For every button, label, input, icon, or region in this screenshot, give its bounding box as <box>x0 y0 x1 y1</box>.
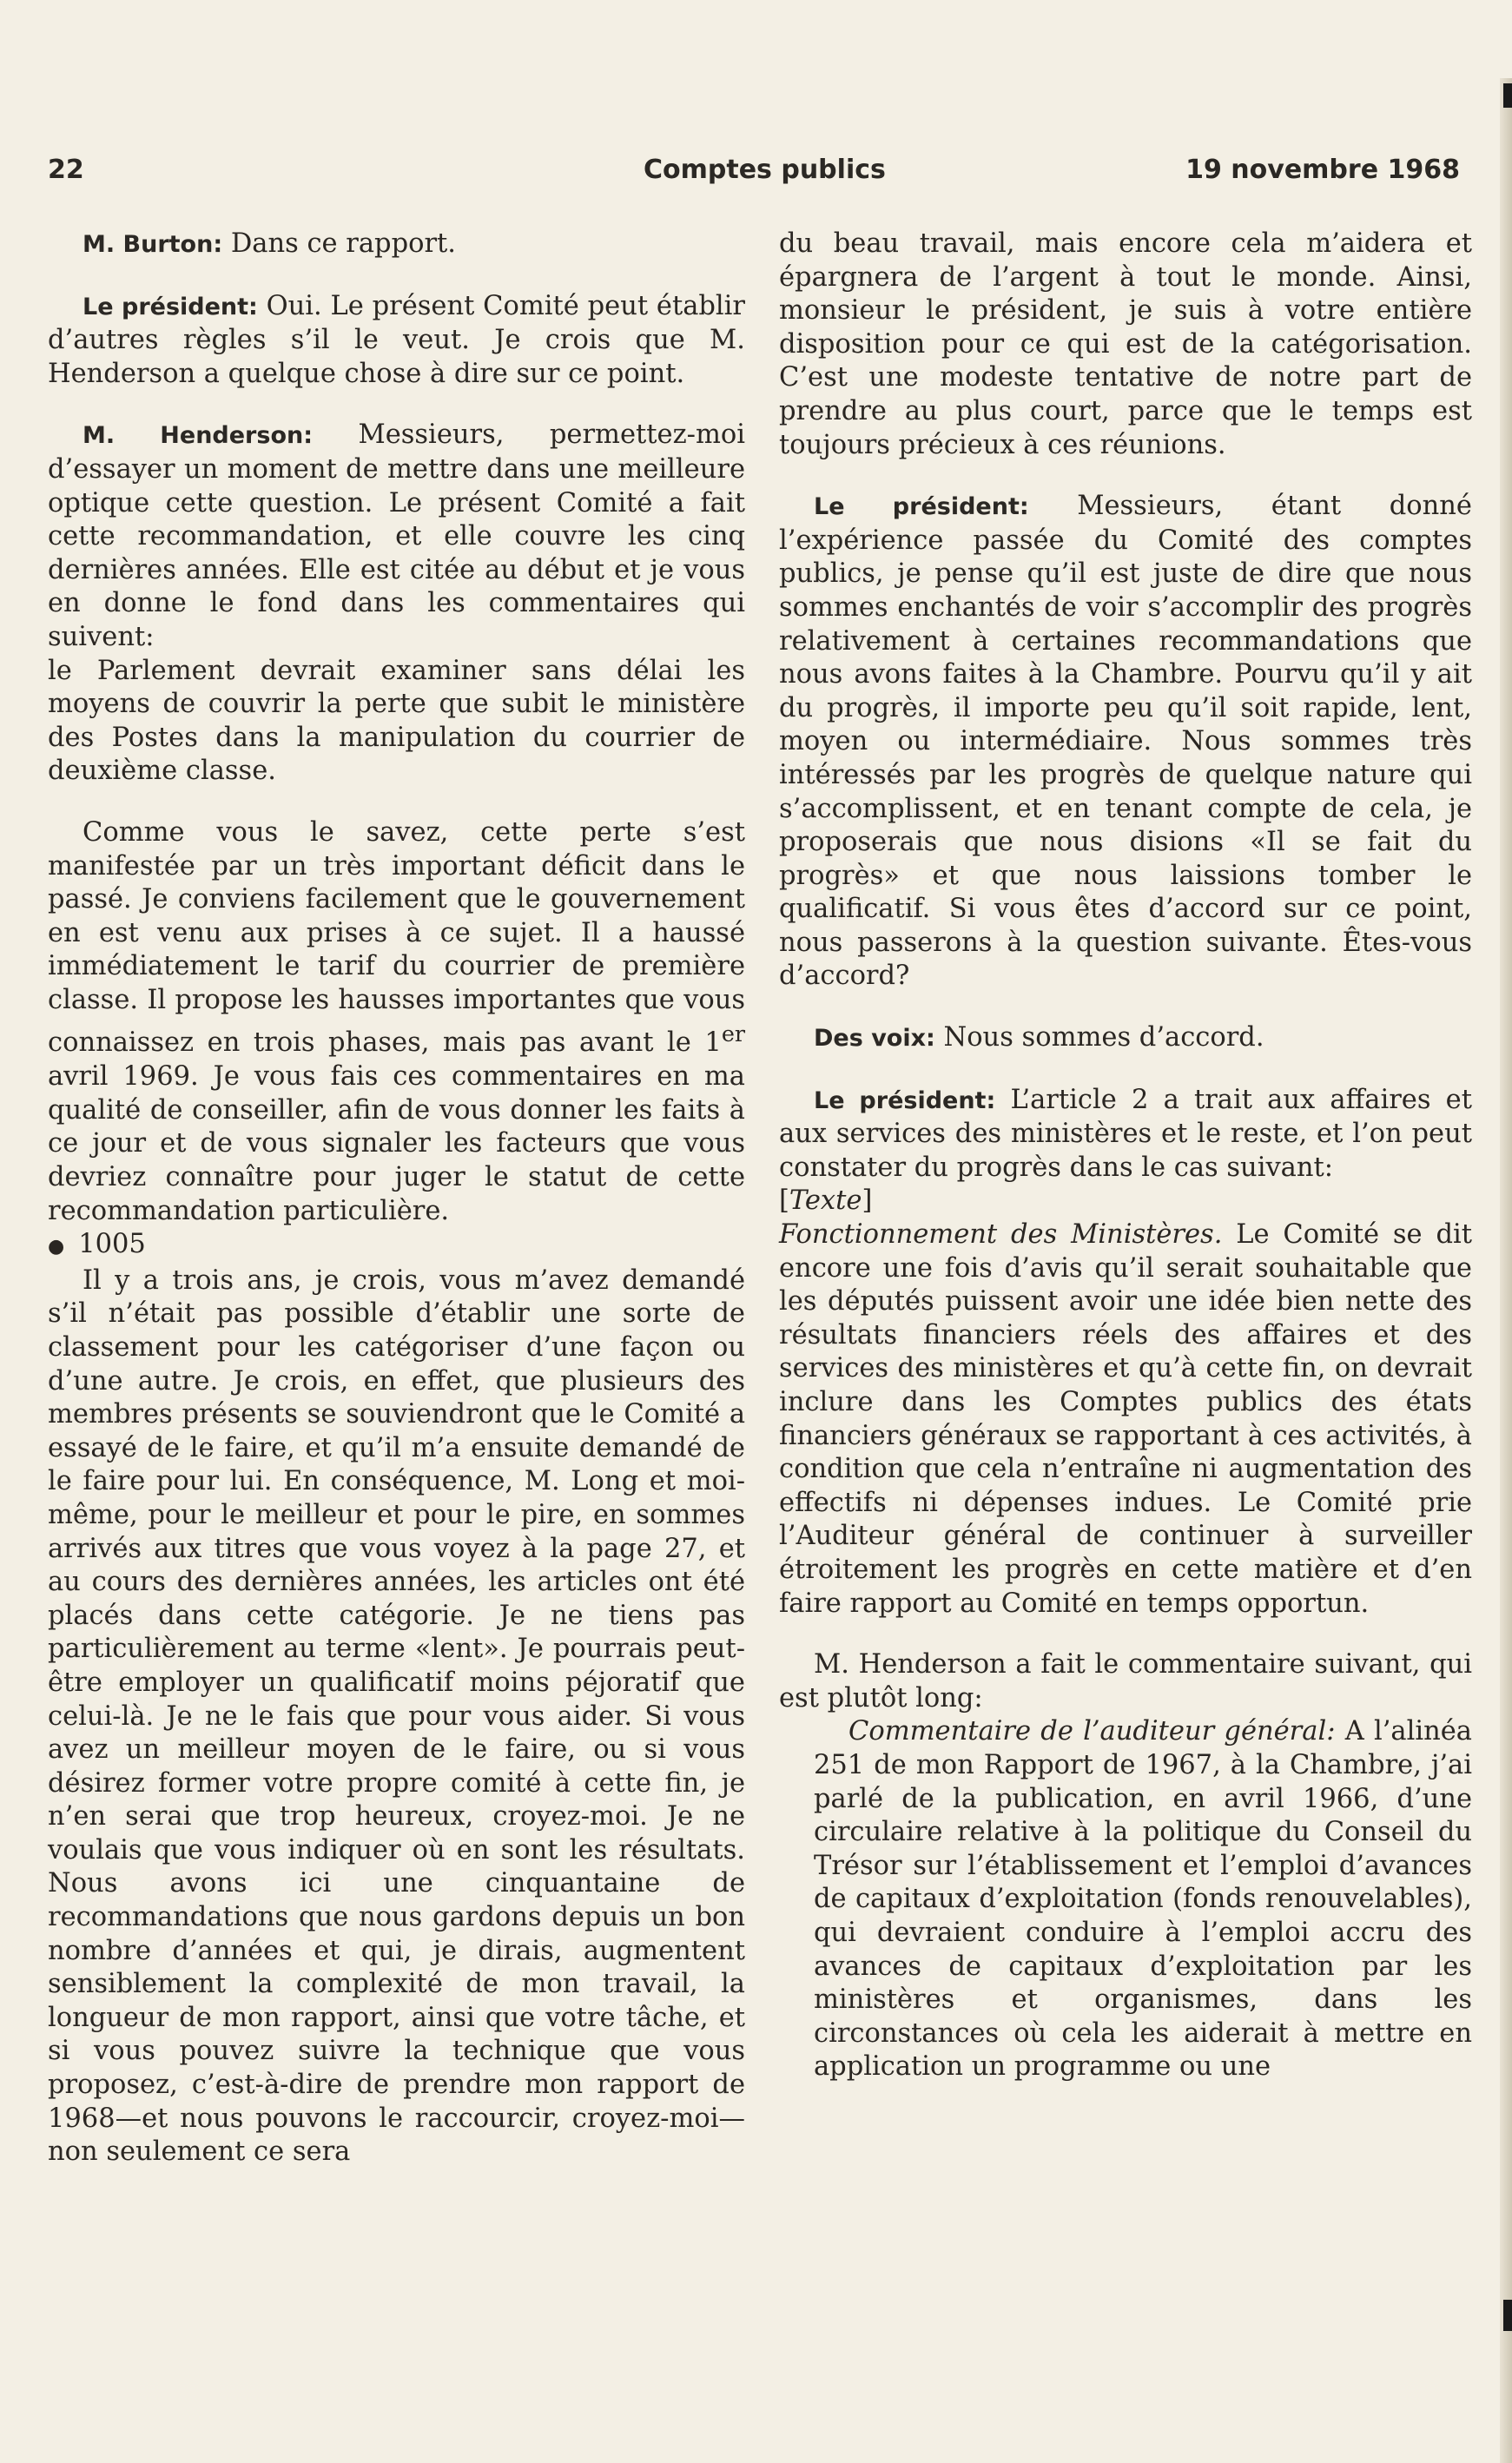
bullet-icon: ● <box>48 1236 65 1258</box>
block-quote <box>779 1218 1472 1621</box>
speaker-name: M. Burton: <box>83 231 223 258</box>
speech-text: L’article 2 a trait aux affaires et aux services des ministères et le reste, et l’on peut constater du progrès dans le cas suivant: <box>779 1084 1472 1183</box>
quote-title: Fonctionnement des Ministères. <box>779 1219 1223 1251</box>
page-tab-marker <box>1503 2300 1512 2331</box>
page-number: 22 <box>48 155 84 185</box>
right-column <box>779 228 1472 2084</box>
speech-text: avril 1969. Je vous fais ces commentaires en ma qualité de conseiller, afin de vous donner les faits à ce jour et de vous signaler les facteurs que vous devriez connaître pour juger le statut de cette recommandation particulière. <box>48 1061 745 1226</box>
speech-text: Messieurs, permettez-moi d’essayer un moment de mettre dans une meilleure optique cette question. Le présent Comité a fait cette recommandation, et elle couvre les cinq dernières années. Elle est citée au début et je vous en donne le fond dans les commentaires qui suivent: <box>48 419 745 652</box>
paragraph: du beau travail, mais encore cela m’aidera et épargnera de l’argent à tout le monde. Ainsi, monsieur le président, je suis à votre entière disposition pour ce qui est de la catégorisation. C’est une modeste tentative de notre part de prendre au plus court, parce que le temps est toujours précieux à ces réunions. <box>779 228 1472 460</box>
paragraph: M. Henderson a fait le commentaire suivant, qui est plutôt long: <box>779 1649 1472 1714</box>
speaker-name: Le président: <box>83 293 258 320</box>
speaker-name: Le président: <box>814 493 1029 521</box>
speaker-name: M. Henderson: <box>83 422 314 450</box>
quote-title: Commentaire de l’auditeur général: <box>848 1716 1336 1747</box>
block-quote: le Parlement devrait examiner sans délai les moyens de couvrir la perte que subit le ministère des Postes dans la manipulation du courrier de deuxième classe. <box>48 655 745 787</box>
paragraph <box>48 290 745 392</box>
speaker-name: Le président: <box>814 1086 996 1114</box>
paragraph <box>779 490 1472 994</box>
speech-text: Oui. Le présent Comité peut établir d’autres règles s’il le veut. Je crois que M. Henderson a quelque chose à dire sur ce point. <box>48 290 745 389</box>
page-edge <box>1500 78 1512 2463</box>
texte-marker: [Texte] <box>779 1185 873 1217</box>
running-header <box>48 155 1460 198</box>
paragraph: Il y a trois ans, je crois, vous m’avez demandé s’il n’était pas possible d’établir une sorte de classement pour les catégoriser d’une façon ou d’une autre. Je crois, en effet, que plusieurs des membres présents se souviendront que le Comité a essayé de le faire, et qu’il m’a ensuite demandé de le faire pour lui. En conséquence, M. Long et moi-même, pour le meilleur et pour le pire, en sommes arrivés aux titres que vous voyez à la page 27, et au cours des dernières années, les articles ont été placés dans cette catégorie. Je ne tiens pas particulièrement au terme «lent». Je pourrais peut-être employer un qualificatif moins péjoratif que celui-là. Je ne le fais que pour vous aider. Si vous avez un meilleur moyen de le faire, ou si vous désirez former votre propre comité à cette fin, je n’en serai que trop heureux, croyez-moi. Je ne voulais que vous indiquer où en sont les résultats. Nous avons ici une cinquantaine de recommandations que nous gardons depuis un bon nombre d’années et qui, je dirais, augmentent sensiblement la complexité de mon travail, la longueur de mon rapport, ainsi que votre tâche, et si vous pouvez suivre la technique que vous proposez, c’est-à-dire de prendre mon rapport de 1968—et nous pouvons le raccourcir, croyez-moi—non seulement ce sera <box>48 1265 745 2168</box>
speech-text: Messieurs, étant donné l’expérience passée du Comité des comptes publics, je pense qu’il est juste de dire que nous sommes enchantés de voir s’accomplir des progrès relativement à certaines recommandations que nous avons faites à la Chambre. Pourvu qu’il y ait du progrès, il importe peu qu’il soit rapide, lent, moyen ou intermédiaire. Nous sommes très intéressés par les progrès de quelque nature qui s’accomplissent, et en tenant compte de cela, je proposerais que nous disions «Il se fait du progrès» et que nous laissions tomber le qualificatif. Si vous êtes d’accord sur ce point, nous passerons à la question suivante. Êtes-vous d’accord? <box>779 491 1472 992</box>
paragraph <box>48 228 745 262</box>
page-tab-marker <box>1503 83 1512 108</box>
paragraph <box>48 419 745 654</box>
paragraph <box>779 1084 1472 1185</box>
texte-label: Texte <box>789 1185 862 1217</box>
superscript: er <box>721 1020 745 1047</box>
running-title: Comptes publics <box>644 155 886 185</box>
time-stamp: 1005 <box>78 1229 146 1260</box>
quote-text: A l’alinéa 251 de mon Rapport de 1967, à la Chambre, j’ai parlé de la publication, en avril 1966, d’une circulaire relative à la politique du Conseil du Trésor sur l’établissement et l’emploi d’avances de capitaux d’exploitation (fonds renouvelables), qui devraient conduire à l’emploi accru des avances de capitaux d’exploitation par les ministères et organismes, dans les circonstances où cela les aiderait à mettre en application un programme ou une <box>814 1716 1472 2083</box>
block-quote <box>814 1715 1472 2084</box>
left-column <box>48 228 745 2169</box>
speech-text: Comme vous le savez, cette perte s’est manifestée par un très important déficit dans le passé. Je conviens facilement que le gouvernement en est venu aux prises à ce sujet. Il a haussé immédiatement le tarif du courrier de première classe. Il propose les hausses importantes que vous connaissez en trois phases, mais pas avant le 1 <box>48 816 745 1059</box>
quote-text: Le Comité se dit encore une fois d’avis qu’il serait souhaitable que les députés puissent avoir une idée bien nette des résultats financiers réels des affaires et des services des ministères et qu’à cette fin, on devrait inclure dans les Comptes publics des états financiers généraux se rapportant à ces activités, à condition que cela n’entraîne ni augmentation des effectifs ni dépenses indues. Le Comité prie l’Auditeur général de continuer à surveiller étroitement les progrès en cette matière et d’en faire rapport au Comité en temps opportun. <box>779 1219 1472 1619</box>
paragraph <box>48 816 745 1228</box>
paragraph <box>779 1021 1472 1056</box>
speaker-name: Des voix: <box>814 1025 935 1053</box>
page-date: 19 novembre 1968 <box>1185 155 1460 185</box>
speech-text: Dans ce rapport. <box>222 228 456 259</box>
time-marker <box>48 1228 745 1265</box>
speech-text: Nous sommes d’accord. <box>934 1022 1264 1053</box>
